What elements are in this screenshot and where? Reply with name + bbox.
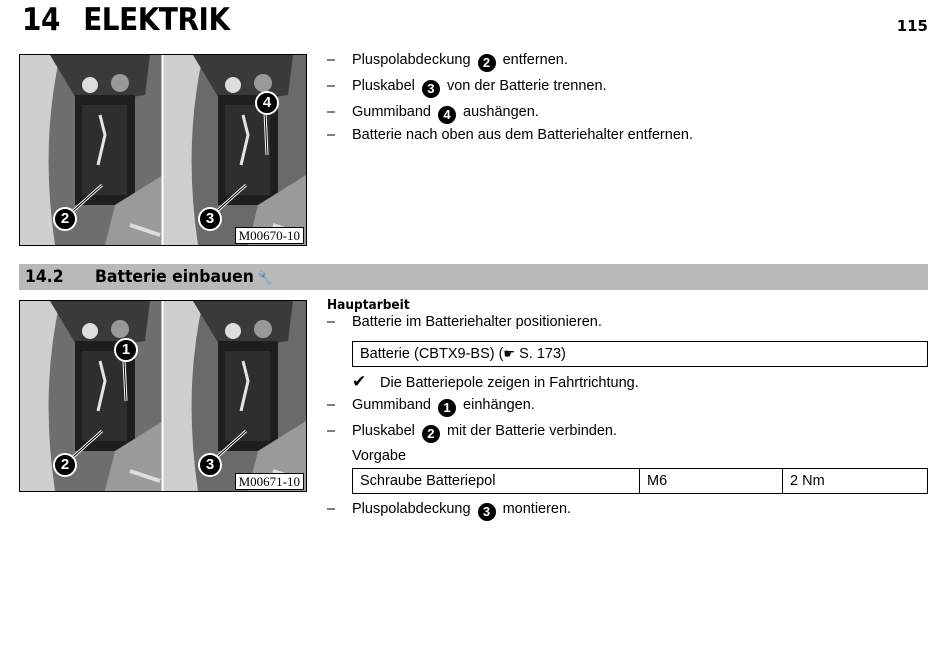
callout-2: 2: [53, 207, 77, 231]
battery-install-photo: [19, 300, 307, 492]
number-badge: 1: [438, 399, 456, 417]
callout-4: 4: [255, 91, 279, 115]
chapter-number: 14: [22, 2, 60, 38]
chapter-heading: [22, 2, 230, 38]
step-mount-cover: – Pluspolabdeckung 3 montieren.: [327, 501, 572, 519]
number-badge: 2: [478, 54, 496, 72]
step-remove-cover: – Pluspolabdeckung 2 entfernen.: [327, 52, 568, 70]
spec-torque: 2 Nm: [790, 473, 825, 489]
section-number: 14.2: [25, 267, 64, 287]
section-title: Batterie einbauen 🔧: [95, 267, 273, 287]
section-header: [19, 264, 928, 290]
wrench-icon: 🔧: [257, 271, 273, 286]
callout-2: 2: [53, 453, 77, 477]
pointing-hand-icon: ☛: [503, 346, 516, 361]
checkmark-icon: ✔: [352, 372, 367, 391]
callout-3: 3: [198, 453, 222, 477]
number-badge: 3: [422, 80, 440, 98]
number-badge: 4: [438, 106, 456, 124]
battery-reference: Batterie (CBTX9-BS) (☛ S. 173): [360, 346, 566, 362]
main-work-heading: Hauptarbeit: [327, 297, 410, 313]
spec-thread: M6: [640, 469, 783, 493]
battery-removal-photo: [19, 54, 307, 246]
specification-label: Vorgabe: [352, 448, 407, 464]
step-unhook-band: – Gummiband 4 aushängen.: [327, 104, 539, 122]
callout-3: 3: [198, 207, 222, 231]
number-badge: 2: [422, 425, 440, 443]
page-number: 115: [896, 17, 928, 35]
step-position-battery: – Batterie im Batteriehalter positionieren.: [327, 314, 602, 330]
step-connect-cable: – Pluskabel 2 mit der Batterie verbinden.: [327, 423, 617, 441]
step-disconnect-cable: – Pluskabel 3 von der Batterie trennen.: [327, 78, 607, 96]
spec-name: Schraube Batteriepol: [353, 469, 640, 493]
battery-reference-box: [352, 341, 928, 367]
number-badge: 3: [478, 503, 496, 521]
chapter-title: ELEKTRIK: [83, 2, 230, 38]
step-remove-battery: – Batterie nach oben aus dem Batteriehalter entfernen.: [327, 127, 693, 143]
figure-code: M00671-10: [235, 473, 304, 490]
check-note: ✔ Die Batteriepole zeigen in Fahrtrichtung.: [352, 372, 639, 391]
figure-code: M00670-10: [235, 227, 304, 244]
step-hook-band: – Gummiband 1 einhängen.: [327, 397, 535, 415]
callout-1: 1: [114, 338, 138, 362]
torque-spec-table: [352, 468, 928, 494]
